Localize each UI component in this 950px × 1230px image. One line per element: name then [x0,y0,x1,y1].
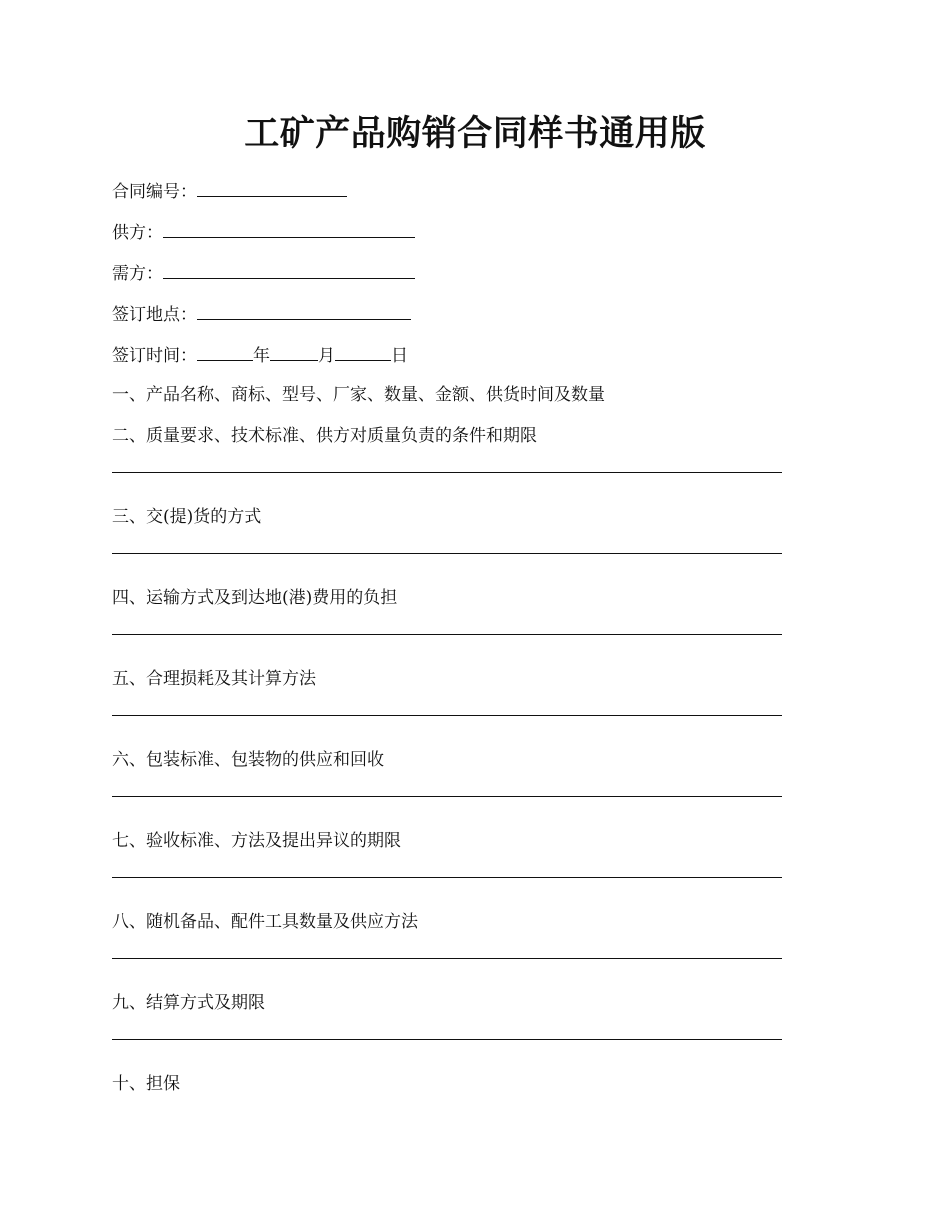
contract-number-label: 合同编号： [112,182,197,202]
year-label: 年 [253,346,270,366]
section-10 [112,1072,950,1096]
section-heading: 五、合理损耗及其计算方法 [112,669,316,689]
section-heading: 二、质量要求、技术标准、供方对质量负责的条件和期限 [112,426,537,446]
section-fill-line[interactable] [112,634,782,635]
sign-day-blank[interactable] [335,342,391,361]
section-heading: 一、产品名称、商标、型号、厂家、数量、金额、供货时间及数量 [112,385,605,405]
day-label: 日 [391,346,408,366]
section-fill-line[interactable] [112,472,782,473]
section-heading: 八、随机备品、配件工具数量及供应方法 [112,912,418,932]
section-8 [112,910,950,959]
section-4 [112,586,950,635]
supplier-row [112,219,950,243]
supplier-label: 供方： [112,223,163,243]
sign-time-label: 签订时间： [112,346,197,366]
section-heading: 七、验收标准、方法及提出异议的期限 [112,831,401,851]
sign-year-blank[interactable] [197,342,253,361]
section-heading: 三、交(提)货的方式 [112,507,262,527]
sign-time-row [112,342,950,366]
section-2 [112,424,950,473]
section-fill-line[interactable] [112,877,782,878]
section-heading: 十、担保 [112,1074,180,1094]
section-heading: 六、包装标准、包装物的供应和回收 [112,750,384,770]
sign-place-blank[interactable] [197,301,411,320]
section-3 [112,505,950,554]
section-7 [112,829,950,878]
section-heading: 九、结算方式及期限 [112,993,265,1013]
buyer-blank[interactable] [163,260,415,279]
sign-month-blank[interactable] [270,342,318,361]
section-fill-line[interactable] [112,1039,782,1040]
month-label: 月 [318,346,335,366]
section-fill-line[interactable] [112,715,782,716]
section-5 [112,667,950,716]
section-6 [112,748,950,797]
document-title: 工矿产品购销合同样书通用版 [244,113,706,154]
sign-place-row [112,301,950,325]
section-fill-line[interactable] [112,796,782,797]
section-9 [112,991,950,1040]
buyer-row [112,260,950,284]
section-fill-line[interactable] [112,958,782,959]
supplier-blank[interactable] [163,219,415,238]
contract-number-row [112,178,950,202]
section-heading: 四、运输方式及到达地(港)费用的负担 [112,588,398,608]
section-fill-line[interactable] [112,553,782,554]
section-1 [112,383,950,407]
buyer-label: 需方： [112,264,163,284]
contract-number-blank[interactable] [197,178,347,197]
sign-place-label: 签订地点： [112,305,197,325]
